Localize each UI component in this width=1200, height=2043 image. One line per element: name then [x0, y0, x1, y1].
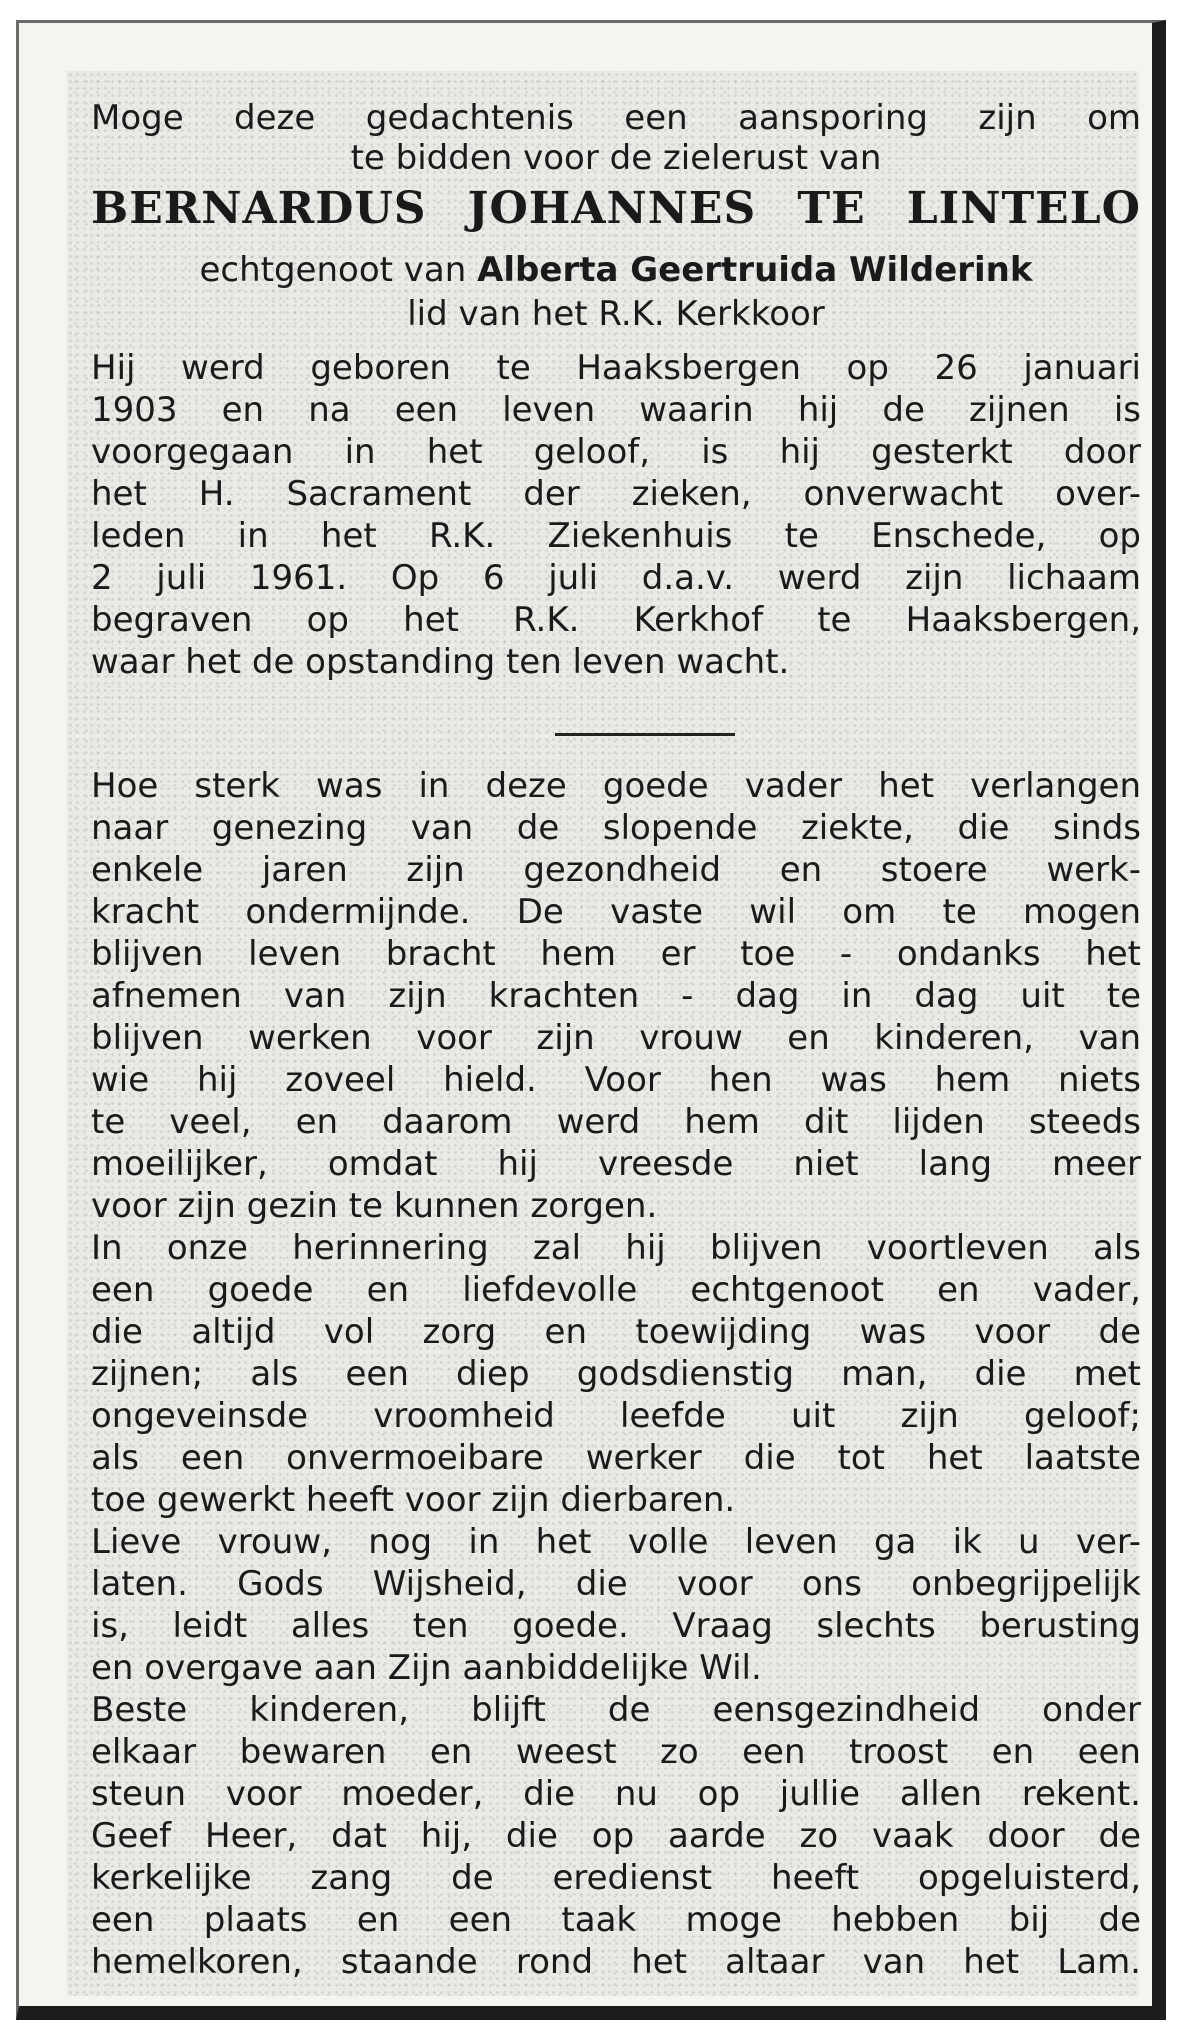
- biography-line: Hij werd geboren te Haaksbergen op 26 januari: [91, 348, 1141, 388]
- meditation-line: als een onvermoeibare werker die tot het laatste: [91, 1438, 1141, 1478]
- meditation-line: toe gewerkt heeft voor zijn dierbaren.: [91, 1480, 736, 1520]
- meditation-line: Geef Heer, dat hij, die op aarde zo vaak door de: [91, 1816, 1141, 1856]
- meditation-line: laten. Gods Wijsheid, die voor ons onbegrijpelijk: [91, 1564, 1141, 1604]
- biography-line: het H. Sacrament der zieken, onverwacht over-: [91, 474, 1141, 514]
- memorial-card: [16, 20, 1166, 2020]
- spouse-line: [91, 249, 1141, 291]
- print-area: [67, 71, 1139, 1996]
- meditation-line: zijnen; als een diep godsdienstig man, die met: [91, 1354, 1141, 1394]
- meditation-line: voor zijn gezin te kunnen zorgen.: [91, 1186, 658, 1226]
- meditation-line: ongeveinsde vroomheid leefde uit zijn geloof;: [91, 1396, 1141, 1436]
- intro-line: te bidden voor de zielerust van: [350, 138, 882, 178]
- intro-line: Moge deze gedachtenis een aansporing zijn om: [91, 98, 1141, 138]
- meditation-line: kracht ondermijnde. De vaste wil om te mogen: [91, 892, 1141, 932]
- meditation-line: Hoe sterk was in deze goede vader het verlangen: [91, 766, 1141, 806]
- meditation-line: blijven leven bracht hem er toe - ondanks het: [91, 934, 1141, 974]
- biography-line: 2 juli 1961. Op 6 juli d.a.v. werd zijn lichaam: [91, 558, 1141, 598]
- meditation-line: steun voor moeder, die nu op jullie allen rekent.: [91, 1774, 1141, 1814]
- membership-line: lid van het R.K. Kerkkoor: [407, 294, 825, 334]
- meditation-line: kerkelijke zang de eredienst heeft opgeluisterd,: [91, 1858, 1141, 1898]
- biography-line: waar het de opstanding ten leven wacht.: [91, 642, 790, 682]
- meditation-line: en overgave aan Zijn aanbiddelijke Wil.: [91, 1648, 762, 1688]
- deceased-name: BERNARDUS JOHANNES TE LINTELO: [91, 183, 1141, 234]
- meditation-line: moeilijker, omdat hij vreesde niet lang meer: [91, 1144, 1141, 1184]
- biography-line: leden in het R.K. Ziekenhuis te Enschede, op: [91, 516, 1141, 556]
- meditation-line: is, leidt alles ten goede. Vraag slechts berusting: [91, 1606, 1141, 1646]
- meditation-line: die altijd vol zorg en toewijding was voor de: [91, 1312, 1141, 1352]
- meditation-line: afnemen van zijn krachten - dag in dag uit te: [91, 976, 1141, 1016]
- meditation-line: wie hij zoveel hield. Voor hen was hem niets: [91, 1060, 1141, 1100]
- meditation-line: elkaar bewaren en weest zo een troost en een: [91, 1732, 1141, 1772]
- meditation-line: enkele jaren zijn gezondheid en stoere werk-: [91, 850, 1141, 890]
- meditation-line: Lieve vrouw, nog in het volle leven ga ik u ver-: [91, 1522, 1141, 1562]
- spouse-name: Alberta Geertruida Wilderink: [477, 250, 1033, 290]
- meditation-line: een plaats en een taak moge hebben bij de: [91, 1900, 1141, 1940]
- meditation-line: In onze herinnering zal hij blijven voortleven als: [91, 1228, 1141, 1268]
- meditation-line: te veel, en daarom werd hem dit lijden steeds: [91, 1102, 1141, 1142]
- spouse-prefix: echtgenoot van: [199, 250, 467, 290]
- meditation-line: Beste kinderen, blijft de eensgezindheid onder: [91, 1690, 1141, 1730]
- biography-line: voorgegaan in het geloof, is hij gesterkt door: [91, 432, 1141, 472]
- biography-line: 1903 en na een leven waarin hij de zijnen is: [91, 390, 1141, 430]
- meditation-line: een goede en liefdevolle echtgenoot en vader,: [91, 1270, 1141, 1310]
- section-divider: [555, 733, 735, 736]
- biography-line: begraven op het R.K. Kerkhof te Haaksbergen,: [91, 600, 1141, 640]
- meditation-line: naar genezing van de slopende ziekte, die sinds: [91, 808, 1141, 848]
- meditation-line: blijven werken voor zijn vrouw en kinderen, van: [91, 1018, 1141, 1058]
- meditation-line: hemelkoren, staande rond het altaar van het Lam.: [91, 1942, 1141, 1982]
